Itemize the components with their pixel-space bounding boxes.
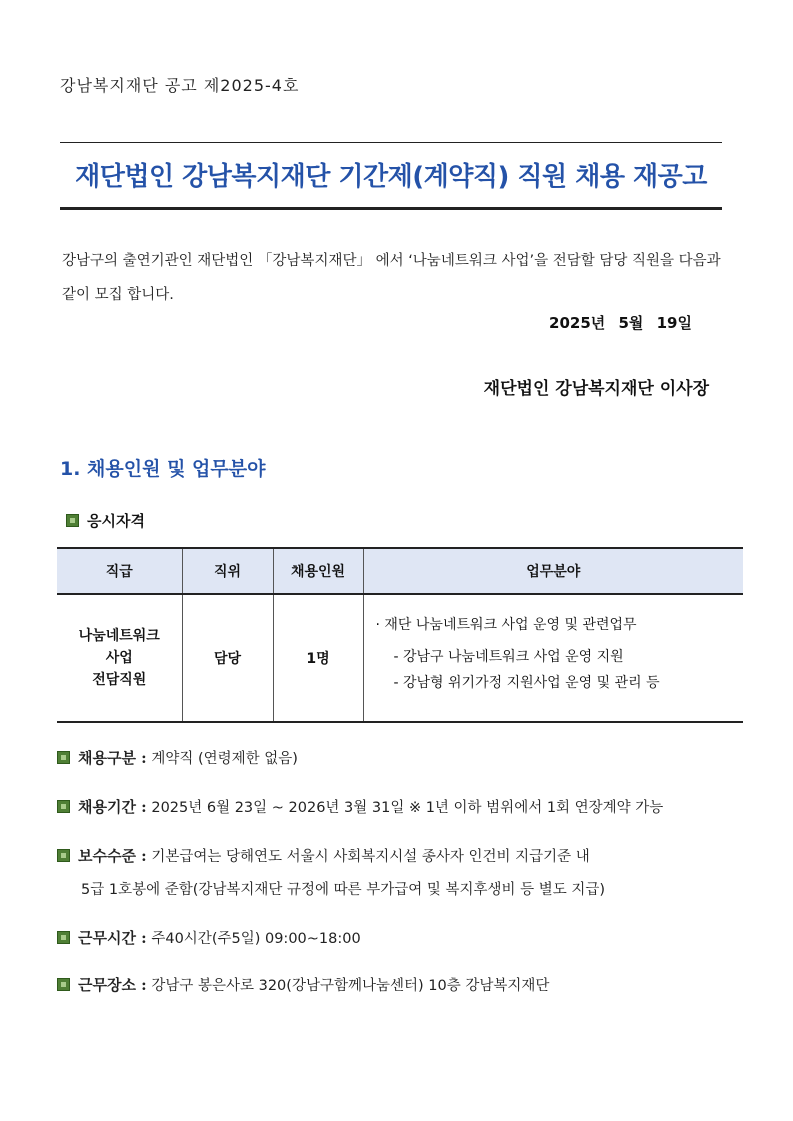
detail-label: 채용기간 : [78,798,147,816]
subsection-qualification [66,510,145,531]
detail-employment-type [57,747,298,768]
rank-line: 사업 [105,650,133,666]
recruitment-table [57,547,743,723]
detail-label: 보수수준 : [78,847,147,865]
detail-value: 강남구 봉은사로 320(강남구함께나눔센터) 10층 강남복지재단 [151,978,550,994]
detail-value: 2025년 6월 23일 ~ 2026년 3월 31일 ※ 1년 이하 범위에서 1회 연장계약 가능 [151,800,664,816]
notice-number: 강남복지재단 공고 제2025-4호 [60,76,300,95]
square-bullet-icon [57,800,70,813]
square-bullet-icon [66,514,79,527]
title-bottom-rule [60,207,722,210]
detail-value: 계약직 (연령제한 없음) [151,751,298,767]
detail-hours [57,927,361,948]
header-duties: 업무분야 [363,548,743,594]
detail-salary [57,845,605,899]
detail-location [57,974,549,995]
header-rank: 직급 [57,548,182,594]
cell-position: 담당 [182,594,273,722]
detail-value: 주40시간(주5일) 09:00~18:00 [151,931,361,947]
detail-label: 채용구분 : [78,749,147,767]
rank-line: 나눔네트워크 [78,628,160,644]
detail-period [57,796,663,817]
square-bullet-icon [57,751,70,764]
subsection-label: 응시자격 [87,512,145,530]
header-headcount: 채용인원 [273,548,363,594]
header-position: 직위 [182,548,273,594]
table-header-row [57,548,743,594]
section-title-recruitment: 1. 채용인원 및 업무분야 [60,458,266,480]
title-top-rule [60,142,722,143]
table-row [57,594,743,722]
page-title: 재단법인 강남복지재단 기간제(계약직) 직원 채용 재공고 [75,162,707,192]
detail-value-continued: 5급 1호봉에 준함(강남복지재단 규정에 따른 부가급여 및 복지후생비 등 별도 지급) [81,882,606,898]
square-bullet-icon [57,978,70,991]
issuer-name: 재단법인 강남복지재단 이사장 [483,379,709,399]
cell-rank [57,594,182,722]
cell-headcount: 1명 [273,594,363,722]
detail-value: 기본급여는 당해연도 서울시 사회복지시설 종사자 인건비 지급기준 내 [151,849,590,865]
duty-main: · 재단 나눔네트워크 사업 운영 및 관련업무 [375,617,637,633]
square-bullet-icon [57,849,70,862]
duty-sub-item: - 강남구 나눔네트워크 사업 운영 지원 [393,649,624,665]
announcement-date: 2025년 5월 19일 [549,314,692,332]
detail-label: 근무시간 : [78,929,147,947]
square-bullet-icon [57,931,70,944]
duty-sub-item: - 강남형 위기가정 지원사업 운영 및 관리 등 [393,675,660,691]
cell-duties [363,594,743,722]
rank-line: 전담직원 [92,672,147,688]
detail-label: 근무장소 : [78,976,147,994]
intro-paragraph: 강남구의 출연기관인 재단법인 「강남복지재단」 에서 ‘나눔네트워크 사업’을 전담할 담당 직원을 다음과 같이 모집 합니다. [62,253,721,303]
